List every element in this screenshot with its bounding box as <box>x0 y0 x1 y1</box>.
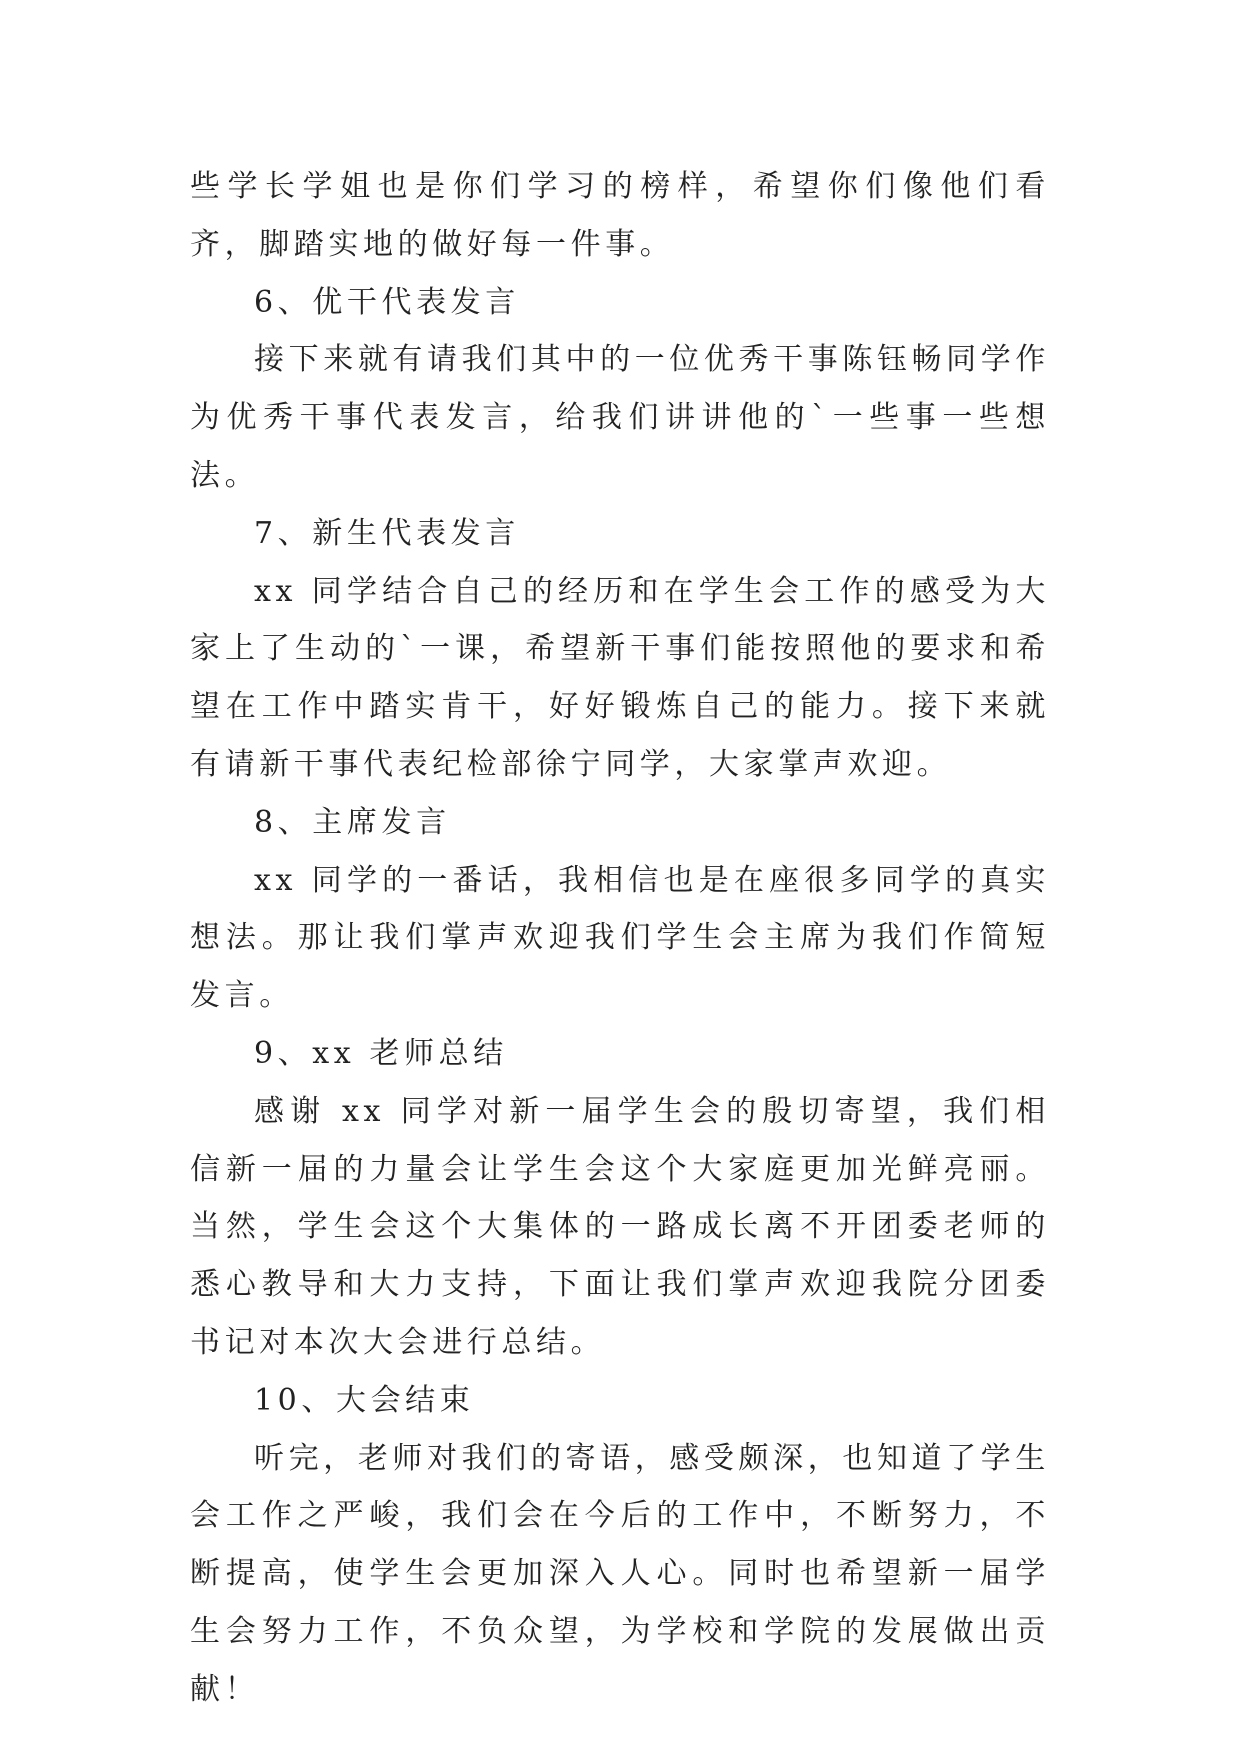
section-heading-9: 9、xx 老师总结 <box>254 1035 508 1071</box>
paragraph-9: 感谢 xx 同学对新一届学生会的殷切寄望，我们相信新一届的力量会让学生会这个大家庭更加光鲜亮丽。当然，学生会这个大集体的一路成长离不开团委老师的悉心教导和大力支持，下面让我们掌声欢迎我院分团委书记对本次大会进行总结。 <box>190 1093 1050 1360</box>
section-heading-7: 7、新生代表发言 <box>254 515 520 551</box>
section-heading-10: 10、大会结束 <box>254 1382 475 1418</box>
section-heading-8: 8、主席发言 <box>254 804 451 840</box>
paragraph-7: xx 同学结合自己的经历和在学生会工作的感受为大家上了生动的`一课，希望新干事们能按照他的要求和希望在工作中踏实肯干，好好锻炼自己的能力。接下来就有请新干事代表纪检部徐宁同学，大家掌声欢迎。 <box>190 573 1050 782</box>
paragraph-8: xx 同学的一番话，我相信也是在座很多同学的真实想法。那让我们掌声欢迎我们学生会主席为我们作简短发言。 <box>190 862 1050 1014</box>
paragraph-10: 听完，老师对我们的寄语，感受颇深，也知道了学生会工作之严峻，我们会在今后的工作中，不断努力，不断提高，使学生会更加深入人心。同时也希望新一届学生会努力工作，不负众望，为学校和学院的发展做出贡献！ <box>190 1440 1050 1707</box>
document-body <box>190 158 1050 1719</box>
paragraph-6: 接下来就有请我们其中的一位优秀干事陈钰畅同学作为优秀干事代表发言，给我们讲讲他的`一些事一些想法。 <box>190 342 1050 493</box>
section-heading-6: 6、优干代表发言 <box>254 284 520 320</box>
paragraph-continuation: 些学长学姐也是你们学习的榜样，希望你们像他们看齐，脚踏实地的做好每一件事。 <box>190 169 1050 262</box>
